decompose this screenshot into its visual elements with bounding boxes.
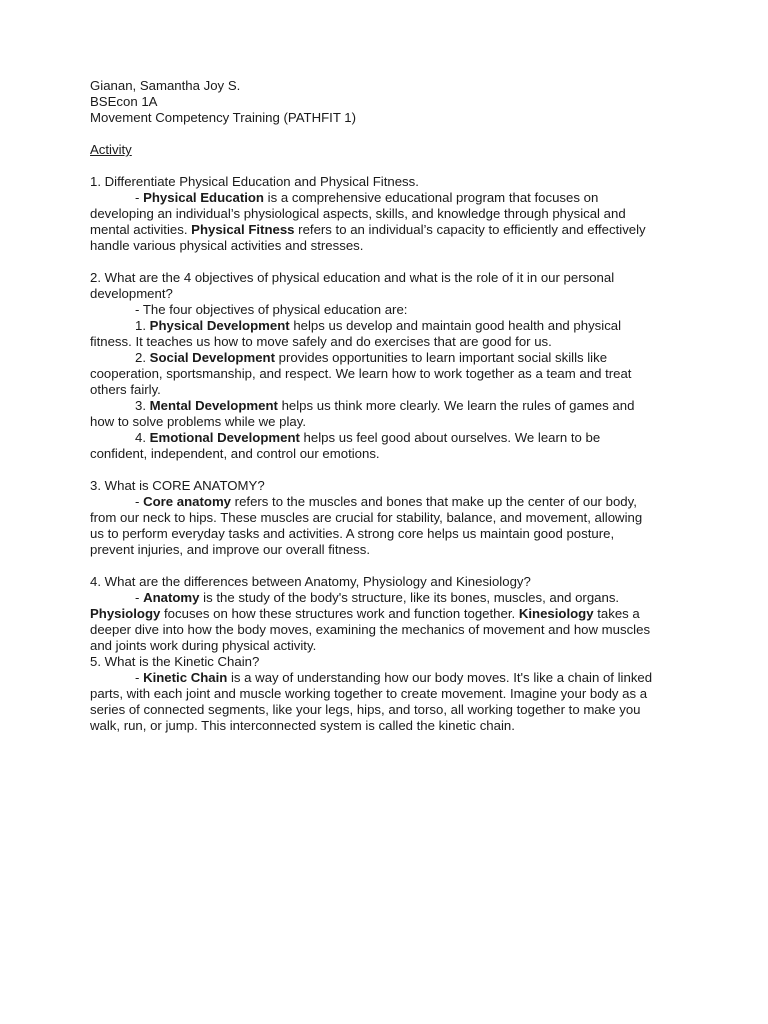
answer-1-line-1: - Physical Education is a comprehensive educational program that focuses on [135,190,599,205]
student-section: BSEcon 1A [90,94,158,109]
header-block [90,78,698,126]
answer-4-line-1: - Anatomy is the study of the body's structure, like its bones, muscles, and organs. [135,590,620,605]
term-anatomy: Anatomy [143,590,200,605]
objective-4-line-2: confident, independent, and control our emotions. [90,446,380,461]
objective-2-line-3: others fairly. [90,382,161,397]
answer-5-line-1: - Kinetic Chain is a way of understanding how our body moves. It's like a chain of linked [135,670,653,685]
question-5 [90,654,698,734]
objective-3-line-2: how to solve problems while we play. [90,414,306,429]
answer-1-line-3: mental activities. Physical Fitness refers to an individual’s capacity to efficiently and effectively [90,222,646,237]
answer-4-line-3: deeper dive into how the body moves, examining the mechanics of movement and how muscles [90,622,651,637]
term-mental-development: Mental Development [149,398,278,413]
term-emotional-development: Emotional Development [149,430,300,445]
question-4 [90,574,698,654]
answer-1-line-4: handle various physical activities and stresses. [90,238,364,253]
student-name: Gianan, Samantha Joy S. [90,78,241,93]
question-2-text-line-1: 2. What are the 4 objectives of physical education and what is the role of it in our personal [90,270,615,285]
answer-3-line-4: prevent injuries, and improve our overall fitness. [90,542,371,557]
term-social-development: Social Development [149,350,275,365]
term-physiology: Physiology [90,606,161,621]
term-kinesiology: Kinesiology [518,606,594,621]
answer-4-line-4: and joints work during physical activity. [90,638,317,653]
objective-3: 3. Mental Development helps us think more clearly. We learn the rules of games and [135,398,635,413]
answer-5-line-2: parts, with each joint and muscle working together to create movement. Imagine your body as a [90,686,648,701]
answer-2-intro: - The four objectives of physical education are: [135,302,408,317]
answer-3-line-2: from our neck to hips. These muscles are crucial for stability, balance, and movement, allowing [90,510,643,525]
objective-1: 1. Physical Development helps us develop and maintain good health and physical [135,318,622,333]
term-kinetic-chain: Kinetic Chain [143,670,228,685]
answer-4-line-2: Physiology focuses on how these structures work and function together. Kinesiology takes a [90,606,640,621]
answer-3-line-3: us to perform everyday tasks and activities. A strong core helps us maintain good posture, [90,526,615,541]
objective-2-line-2: cooperation, sportsmanship, and respect. We learn how to work together as a team and treat [90,366,632,381]
activity-heading: Activity [90,142,132,157]
term-core-anatomy: Core anatomy [143,494,232,509]
term-physical-development: Physical Development [149,318,290,333]
question-5-text: 5. What is the Kinetic Chain? [90,654,260,669]
objective-1-line-2: fitness. It teaches us how to move safely and do exercises that are good for us. [90,334,552,349]
term-physical-fitness: Physical Fitness [191,222,295,237]
answer-5-line-4: walk, run, or jump. This interconnected system is called the kinetic chain. [90,718,515,733]
course-title: Movement Competency Training (PATHFIT 1) [90,110,357,125]
question-4-text: 4. What are the differences between Anatomy, Physiology and Kinesiology? [90,574,531,589]
objective-4: 4. Emotional Development helps us feel good about ourselves. We learn to be [135,430,601,445]
question-1 [90,174,698,254]
answer-5-line-3: series of connected segments, like your legs, hips, and torso, all working together to make you [90,702,641,717]
answer-1-line-2: developing an individual’s physiological aspects, skills, and knowledge through physical and [90,206,626,221]
term-physical-education: Physical Education [143,190,264,205]
question-2-text-line-2: development? [90,286,173,301]
question-2 [90,270,698,462]
question-3-text: 3. What is CORE ANATOMY? [90,478,265,493]
question-3 [90,478,698,558]
question-1-text: 1. Differentiate Physical Education and Physical Fitness. [90,174,419,189]
objective-2: 2. Social Development provides opportunities to learn important social skills like [135,350,608,365]
answer-3-line-1: - Core anatomy refers to the muscles and bones that make up the center of our body, [135,494,637,509]
